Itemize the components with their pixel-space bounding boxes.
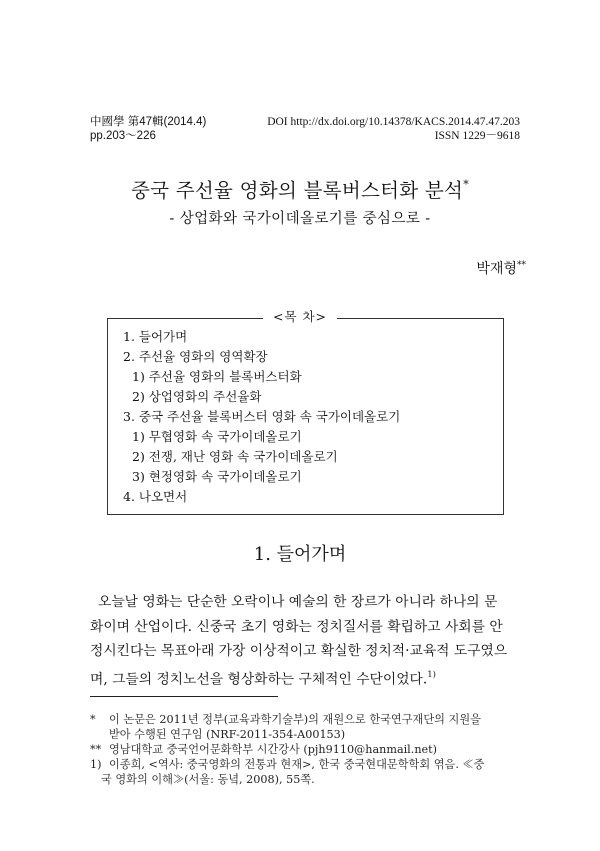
footnote-text: 영남대학교 중국언어문화학부 시간강사 (pjh9110@hanmail.net) bbox=[109, 743, 438, 756]
body-paragraph bbox=[90, 590, 520, 692]
paper-title bbox=[0, 175, 600, 203]
author bbox=[476, 258, 526, 278]
paragraph-line: 화이며 산업이다. 신중국 초기 영화는 정치질서를 확립하고 사회를 안 bbox=[90, 618, 503, 635]
footnote-mark: * bbox=[90, 713, 96, 726]
toc-item: 3. 중국 주선율 블록버스터 영화 속 국가이데올로기 bbox=[123, 409, 401, 424]
page-range: pp.203～226 bbox=[90, 130, 156, 142]
paper-title-text: 중국 주선율 영화의 블록버스터화 분석 bbox=[131, 179, 464, 202]
issn: ISSN 1229－9618 bbox=[434, 130, 520, 142]
footnote-text: 이 논문은 2011년 정부(교육과학기술부)의 재원으로 한국연구재단의 지원을 bbox=[109, 713, 481, 726]
paragraph-line-text: 며, 그들의 정치노선을 형상화하는 구체적인 수단이었다. bbox=[90, 671, 428, 688]
toc-item: 2. 주선율 영화의 영역확장 bbox=[123, 349, 268, 364]
toc-item: 2) 전쟁, 재난 영화 속 국가이데올로기 bbox=[132, 449, 338, 464]
author-footnote-mark: ** bbox=[517, 260, 526, 271]
author-name: 박재형 bbox=[476, 261, 517, 277]
footnote-mark: ** bbox=[90, 743, 102, 756]
footnote-rule bbox=[90, 696, 278, 697]
paragraph-line bbox=[90, 664, 520, 692]
doi[interactable]: DOI http://dx.doi.org/10.14378/KACS.2014.47.47.203 bbox=[267, 116, 520, 128]
journal-title: 中國學 第47輯(2014.4) bbox=[90, 116, 207, 128]
footnote-text: 국 영화의 이해≫(서울: 동녘, 2008), 55쪽. bbox=[101, 773, 315, 786]
toc-label-text: <목 차> bbox=[263, 309, 337, 324]
toc-item: 3) 현정영화 속 국가이데올로기 bbox=[132, 469, 302, 484]
toc-item: 1) 주선율 영화의 블록버스터화 bbox=[132, 369, 302, 384]
toc-item: 1. 들어가며 bbox=[123, 329, 188, 344]
footnote-text: 받아 수행된 연구임 (NRF-2011-354-A00153) bbox=[109, 728, 346, 741]
paragraph-line: 오늘날 영화는 단순한 오락이나 예술의 한 장르가 아니라 하나의 문 bbox=[98, 594, 498, 610]
footnote-mark: 1) bbox=[90, 758, 102, 771]
footnote-text: 이종희, <역사: 중국영화의 전통과 현재>, 한국 중국현대문학학회 엮음. ≪중 bbox=[109, 758, 485, 771]
toc-item: 1) 무협영화 속 국가이데올로기 bbox=[132, 429, 302, 444]
title-footnote-mark: * bbox=[463, 177, 469, 191]
section-heading: 1. 들어가며 bbox=[253, 544, 347, 565]
paper-subtitle: - 상업화와 국가이데올로기를 중심으로 - bbox=[169, 211, 431, 227]
toc-item: 2) 상업영화의 주선율화 bbox=[132, 389, 262, 404]
footnote-ref[interactable]: 1) bbox=[427, 669, 436, 680]
paragraph-line: 정시킨다는 목표아래 가장 이상적이고 확실한 정치적·교육적 도구였으 bbox=[90, 643, 508, 659]
toc-item: 4. 나오면서 bbox=[123, 489, 188, 504]
toc-label bbox=[0, 306, 600, 325]
